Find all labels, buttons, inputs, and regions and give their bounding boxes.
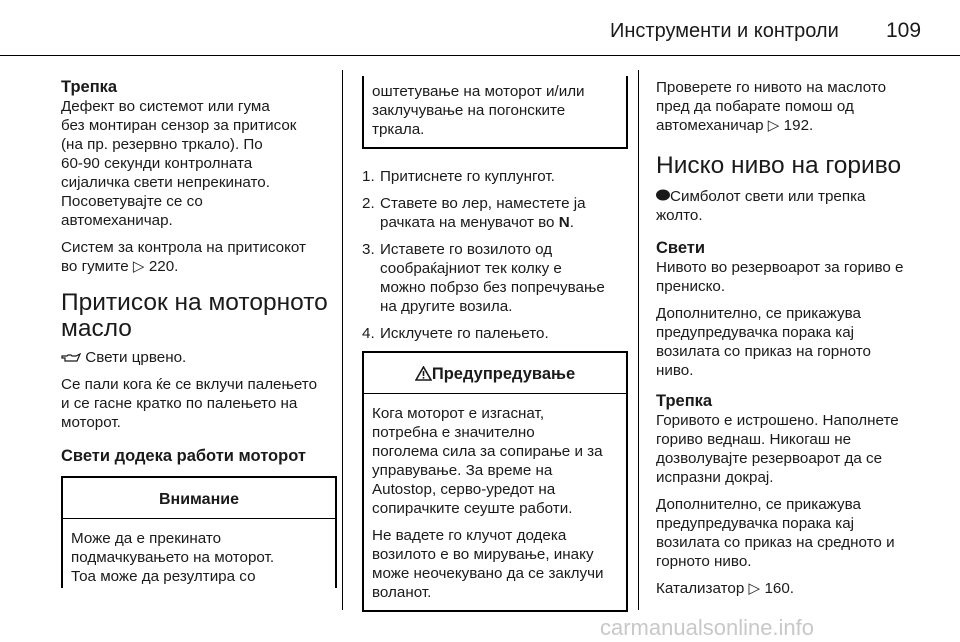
gear-letter: N [558,214,570,231]
page-ref-icon: ▷ [748,580,761,597]
system-page-ref[interactable]: 220. [148,258,179,275]
header-title: Инструменти и контроли [610,20,839,42]
notice-text: Може да е прекинато подмачкувањето на моторот. Тоа може да резултира со [71,530,275,585]
watermark: carmanualsonline.info [600,615,815,640]
trepka-text-2: Горивото е истрошено. Наполнете гориво веднаш. Никогаш не дозволувајте резервоарот да се испразни докрај. [656,412,899,486]
catalyst-ref-line: Катализатор ▷ 160. [656,580,795,597]
oil-text: Се пали кога ќе се вклучи палењето и се гасне кратко по палењето на моторот. [61,376,318,431]
column-3 [656,78,948,606]
fuel-indicator-icon [656,189,670,201]
catalyst-page-ref[interactable]: 160. [764,580,795,597]
notice-continuation: оштетување на моторот и/или заклучување на погонските тркала. [362,76,628,149]
warning-title: Предупредување [431,365,576,383]
warning-text-1: Кога моторот е изгаснат, потребна е значително поголема сила за сопирање и за управување. За време на Autostop, серво-уредот на сопирачките сеуште работи. [372,405,603,517]
header-rule [0,55,960,56]
trepka-text-3: Дополнително, се прикажува предупредувачка порака кај возилата со приказ на средното и горното ниво. [656,496,895,570]
sveti-text-2: Дополнително, се прикажува предупредувачка порака кај возилата со приказ на горното ниво. [656,305,871,379]
oil-pressure-heading: Притисок на моторното масло [61,289,328,342]
trepka-text: Дефект во системот или гума без монтиран сензор за притисок (на пр. резервно тркало). По 60-90 секунди контролната сијаличка свети непрекинато. Посоветувајте се со автомеханичар. [61,98,297,229]
column-divider-2 [638,70,639,610]
step-item: 1. Притиснете го куплунгот. [362,168,555,185]
step-item: 2. Ставете во лер, наместете ја рачката на менувачот во N. [362,195,586,231]
notice-title: Внимание [63,478,335,519]
page-number: 109 [886,19,922,42]
low-fuel-heading: Ниско ниво на гориво [656,152,902,179]
warning-header [364,353,626,394]
warning-text-2: Не вадете го клучот додека возилото е во мирување, инаку може неочекувано да се заклучи воланот. [372,527,604,601]
oil-check-text: Проверете го нивото на маслото пред да побарате помош од автомеханичар ▷ 192. [656,79,887,134]
fuel-symbol-text: Симболот свети или трепка жолто. [656,188,866,224]
column-1 [61,78,337,588]
tyre-system-text: Систем за контрола на притисокот во гумите ▷ 220. [61,239,307,275]
page-ref-icon: ▷ [767,117,780,134]
sveti-text: Нивото во резервоарот за гориво е прениско. [656,259,904,295]
warning-box [362,351,628,612]
oil-can-icon [61,353,81,363]
page-ref-icon: ▷ [132,258,145,275]
step-item: 4. Исклучете го палењето. [362,325,549,342]
warning-triangle-icon [415,366,432,381]
column-2 [362,76,628,612]
oil-status-line: Свети црвено. [61,348,337,367]
trepka-heading: Трепка [61,78,118,96]
trepka-heading-2: Трепка [656,392,713,410]
column-divider-1 [342,70,343,610]
oil-check-page-ref[interactable]: 192. [783,117,814,134]
steps-list [362,167,628,343]
running-heading: Свети додека работи моторот [61,447,306,465]
notice-box [61,476,337,588]
sveti-heading: Свети [656,239,706,257]
step-item: 3. Иставете го возилото од сообраќајниот тек колку е можно побрзо без попречување на другите возила. [362,241,605,315]
